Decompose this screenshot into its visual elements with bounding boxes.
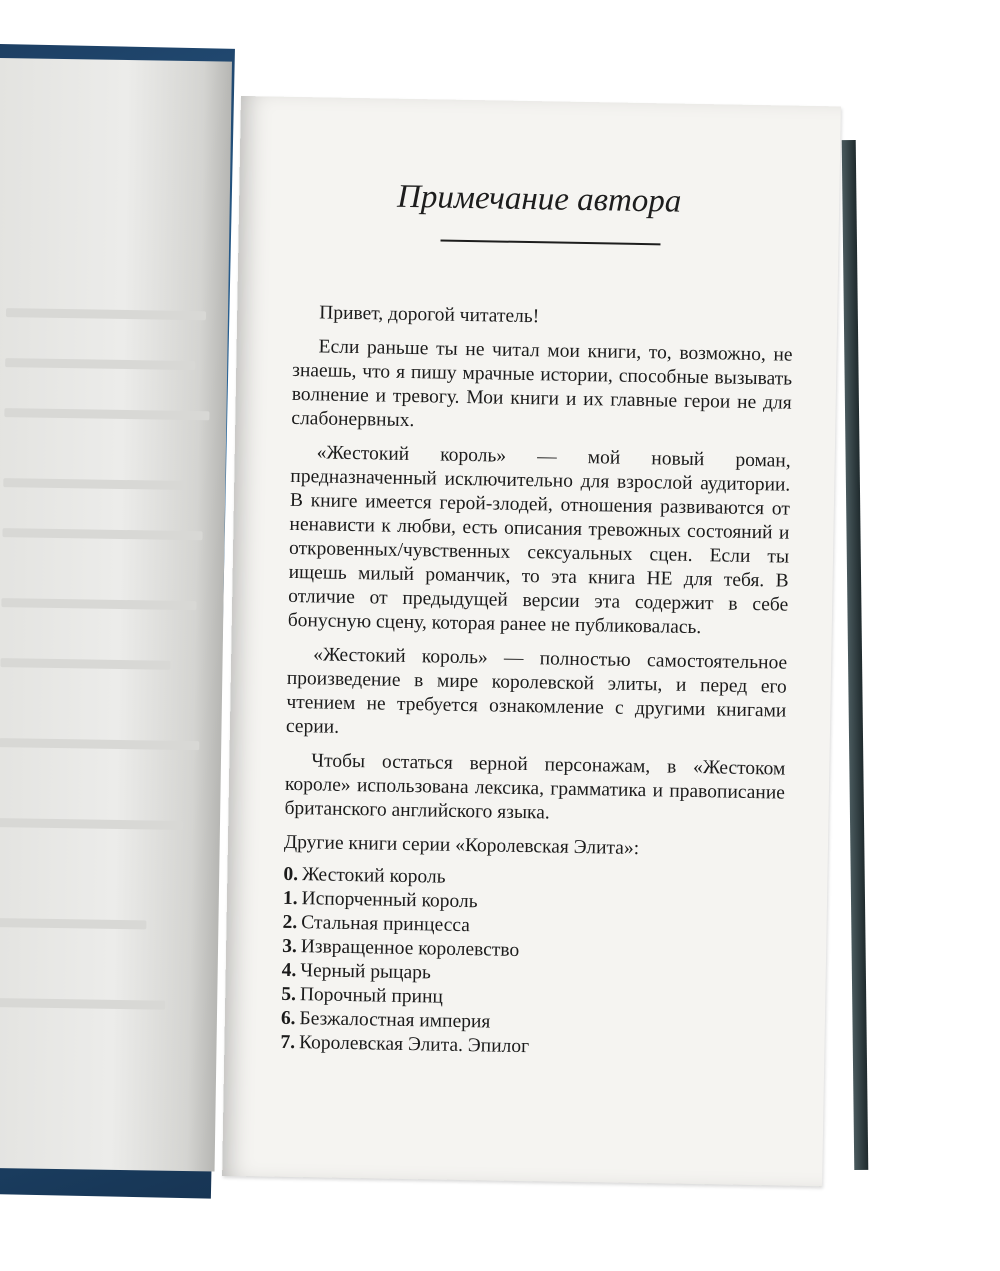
paragraph: Чтобы остаться верной персонажам, в «Жестоком короле» использована лексика, грамматика и правописание британского английского языка. xyxy=(284,750,786,824)
page-title: Примечание автора xyxy=(396,178,682,220)
show-through-text xyxy=(3,478,183,490)
paragraph: «Жестокий король» — полностью самостоятельное произведение в мире королевской элиты, и перед его чтением не требуется ознакомление с другими книгами серии. xyxy=(285,644,788,738)
book-number: 7. xyxy=(280,1031,296,1054)
book-title: Испорченный король xyxy=(301,888,478,913)
book-title: Извращенное королевство xyxy=(300,936,520,961)
left-page xyxy=(0,58,232,1172)
greeting: Привет, дорогой читатель! xyxy=(319,302,540,328)
book-page-edge xyxy=(842,140,869,1170)
book-number: 4. xyxy=(281,959,297,982)
paragraph: Если раньше ты не читал мои книги, то, возможно, не знаешь, что я пишу мрачные истории, способные вызывать волнение и тревогу. Мои книги и их главные герои не для слабонервных. xyxy=(291,336,793,432)
book-number: 1. xyxy=(282,887,298,910)
body-text xyxy=(280,301,793,1064)
show-through-text xyxy=(5,358,195,370)
book-title: Порочный принц xyxy=(299,984,444,1008)
right-page xyxy=(222,96,841,1186)
title-underline xyxy=(440,240,660,246)
show-through-text xyxy=(2,528,202,540)
show-through-text xyxy=(4,408,209,420)
show-through-text xyxy=(0,738,199,750)
show-through-text xyxy=(1,598,196,610)
book-title: Жестокий король xyxy=(301,864,446,888)
book-number: 2. xyxy=(282,911,298,934)
book-number: 6. xyxy=(280,1007,296,1030)
book-number: 5. xyxy=(281,983,297,1006)
book-title: Королевская Элита. Эпилог xyxy=(298,1032,530,1058)
series-heading: Другие книги серии «Королевская Элита»: xyxy=(283,831,640,860)
book-title: Стальная принцесса xyxy=(301,912,471,937)
show-through-text xyxy=(0,818,183,830)
book-number: 3. xyxy=(281,935,297,958)
book-list xyxy=(280,863,783,1064)
book-title: Безжалостная империя xyxy=(299,1008,491,1033)
paragraph: «Жестокий король» — мой новый роман, предназначенный исключительно для взрослой аудитории. В книге имеется герой-злодей, отношения развиваются от ненависти к любви, есть описания тревожных состояний и откровенных/чувственных сексуальных сцен. Если ты ищешь милый романчик, то эта книга НЕ для тебя. В отличие от предыдущей версии эта содержит в себе бонусную сцену, которая ранее не публиковалась. xyxy=(287,442,791,639)
show-through-text xyxy=(0,658,170,670)
book-number: 0. xyxy=(283,863,299,886)
show-through-text xyxy=(0,918,146,929)
book-title: Черный рыцарь xyxy=(300,960,432,984)
show-through-text xyxy=(6,308,206,320)
show-through-text xyxy=(0,998,165,1010)
